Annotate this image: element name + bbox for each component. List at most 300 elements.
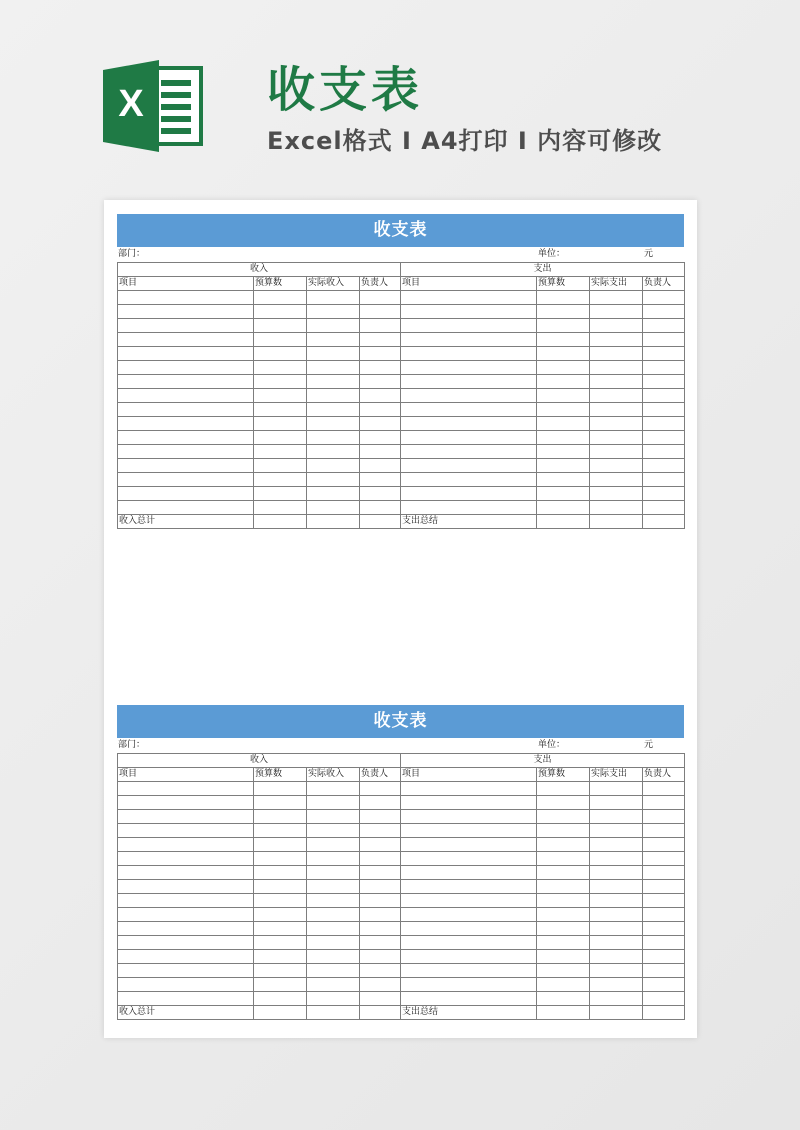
table-cell[interactable]	[590, 375, 643, 389]
table-cell[interactable]	[590, 922, 643, 936]
table-cell[interactable]	[590, 936, 643, 950]
income-total-cell[interactable]	[254, 515, 307, 529]
table-cell[interactable]	[537, 978, 590, 992]
table-cell[interactable]	[307, 838, 360, 852]
table-cell[interactable]	[643, 796, 685, 810]
table-cell[interactable]	[254, 417, 307, 431]
expense-column-header[interactable]: 项目	[401, 768, 537, 782]
table-cell[interactable]	[643, 978, 685, 992]
table-cell[interactable]	[360, 950, 401, 964]
table-cell[interactable]	[254, 473, 307, 487]
expense-column-header[interactable]: 项目	[401, 277, 537, 291]
table-row	[118, 922, 685, 936]
table-cell[interactable]	[254, 501, 307, 515]
income-column-header[interactable]: 项目	[118, 768, 254, 782]
table-cell[interactable]	[401, 487, 537, 501]
table-cell[interactable]	[307, 403, 360, 417]
table-cell[interactable]	[307, 445, 360, 459]
table-cell[interactable]	[643, 992, 685, 1006]
table-cell[interactable]	[360, 487, 401, 501]
table-cell[interactable]	[401, 431, 537, 445]
table-cell[interactable]	[401, 936, 537, 950]
table-cell[interactable]	[643, 782, 685, 796]
table-cell[interactable]	[537, 866, 590, 880]
table-cell[interactable]	[118, 375, 254, 389]
income-column-header[interactable]: 实际收入	[307, 768, 360, 782]
table-cell[interactable]	[360, 824, 401, 838]
table-cell[interactable]	[254, 866, 307, 880]
table-cell[interactable]	[643, 824, 685, 838]
table-cell[interactable]	[118, 866, 254, 880]
table-cell[interactable]	[537, 417, 590, 431]
table-cell[interactable]	[643, 431, 685, 445]
table-cell[interactable]	[254, 992, 307, 1006]
expense-total-cell[interactable]	[537, 515, 590, 529]
table-cell[interactable]	[401, 375, 537, 389]
table-cell[interactable]	[537, 908, 590, 922]
table-cell[interactable]	[401, 838, 537, 852]
table-cell[interactable]	[590, 389, 643, 403]
table-cell[interactable]	[254, 459, 307, 473]
table-cell[interactable]	[643, 361, 685, 375]
table-cell[interactable]	[401, 824, 537, 838]
table-cell[interactable]	[643, 473, 685, 487]
table-cell[interactable]	[590, 950, 643, 964]
income-column-header[interactable]: 预算数	[254, 768, 307, 782]
table-cell[interactable]	[401, 347, 537, 361]
table-cell[interactable]	[118, 459, 254, 473]
table-cell[interactable]	[537, 431, 590, 445]
table-cell[interactable]	[360, 459, 401, 473]
table-cell[interactable]	[590, 347, 643, 361]
table-cell[interactable]	[590, 782, 643, 796]
table-cell[interactable]	[401, 389, 537, 403]
table-cell[interactable]	[254, 361, 307, 375]
table-cell[interactable]	[254, 782, 307, 796]
table-cell[interactable]	[360, 291, 401, 305]
table-cell[interactable]	[360, 908, 401, 922]
table-cell[interactable]	[307, 922, 360, 936]
table-cell[interactable]	[360, 347, 401, 361]
table-cell[interactable]	[360, 964, 401, 978]
table-cell[interactable]	[254, 964, 307, 978]
table-cell[interactable]	[590, 501, 643, 515]
table-cell[interactable]	[118, 291, 254, 305]
table-cell[interactable]	[401, 445, 537, 459]
table-cell[interactable]	[118, 964, 254, 978]
table-cell[interactable]	[590, 796, 643, 810]
table-cell[interactable]	[643, 894, 685, 908]
table-cell[interactable]	[401, 291, 537, 305]
table-cell[interactable]	[590, 305, 643, 319]
table-cell[interactable]	[643, 908, 685, 922]
table-cell[interactable]	[643, 389, 685, 403]
table-cell[interactable]	[537, 347, 590, 361]
table-cell[interactable]	[590, 291, 643, 305]
table-cell[interactable]	[254, 922, 307, 936]
table-cell[interactable]	[401, 852, 537, 866]
table-cell[interactable]	[537, 782, 590, 796]
table-cell[interactable]	[307, 936, 360, 950]
table-cell[interactable]	[307, 810, 360, 824]
table-cell[interactable]	[307, 782, 360, 796]
table-cell[interactable]	[537, 473, 590, 487]
table-cell[interactable]	[360, 431, 401, 445]
table-cell[interactable]	[643, 445, 685, 459]
table-cell[interactable]	[590, 992, 643, 1006]
table-cell[interactable]	[254, 950, 307, 964]
table-cell[interactable]	[537, 375, 590, 389]
table-cell[interactable]	[537, 936, 590, 950]
table-cell[interactable]	[360, 417, 401, 431]
table-cell[interactable]	[537, 445, 590, 459]
table-cell[interactable]	[360, 992, 401, 1006]
unit-label: 单位：	[538, 740, 566, 750]
table-cell[interactable]	[590, 473, 643, 487]
table-cell[interactable]	[118, 473, 254, 487]
table-cell[interactable]	[537, 796, 590, 810]
table-cell[interactable]	[254, 978, 307, 992]
table-cell[interactable]	[254, 431, 307, 445]
income-section-header[interactable]: 收入	[118, 754, 401, 768]
table-cell[interactable]	[307, 305, 360, 319]
expense-total-cell[interactable]	[537, 1006, 590, 1020]
table-cell[interactable]	[360, 403, 401, 417]
table-cell[interactable]	[118, 487, 254, 501]
income-total-label[interactable]: 收入总计	[118, 515, 254, 529]
table-cell[interactable]	[401, 866, 537, 880]
table-cell[interactable]	[590, 824, 643, 838]
table-cell[interactable]	[590, 459, 643, 473]
table-cell[interactable]	[643, 403, 685, 417]
table-cell[interactable]	[401, 922, 537, 936]
table-cell[interactable]	[307, 361, 360, 375]
income-total-cell[interactable]	[307, 515, 360, 529]
table-cell[interactable]	[537, 305, 590, 319]
table-row	[118, 936, 685, 950]
expense-section-header[interactable]: 支出	[401, 754, 685, 768]
table-cell[interactable]	[643, 936, 685, 950]
table-cell[interactable]	[360, 782, 401, 796]
table-cell[interactable]	[537, 824, 590, 838]
table-cell[interactable]	[590, 417, 643, 431]
table-cell[interactable]	[118, 810, 254, 824]
table-cell[interactable]	[590, 487, 643, 501]
table-cell[interactable]	[254, 305, 307, 319]
table-cell[interactable]	[307, 992, 360, 1006]
table-cell[interactable]	[590, 852, 643, 866]
table-cell[interactable]	[307, 473, 360, 487]
expense-column-header[interactable]: 负责人	[643, 277, 685, 291]
table-cell[interactable]	[307, 319, 360, 333]
expense-total-cell[interactable]	[643, 1006, 685, 1020]
table-cell[interactable]	[643, 347, 685, 361]
table-cell[interactable]	[401, 459, 537, 473]
table-cell[interactable]	[401, 403, 537, 417]
table-cell[interactable]	[537, 922, 590, 936]
table-cell[interactable]	[401, 810, 537, 824]
table-row	[118, 894, 685, 908]
table-cell[interactable]	[537, 487, 590, 501]
table-cell[interactable]	[118, 333, 254, 347]
expense-total-cell[interactable]	[590, 1006, 643, 1020]
table-cell[interactable]	[401, 361, 537, 375]
table-cell[interactable]	[307, 964, 360, 978]
table-cell[interactable]	[643, 950, 685, 964]
table-cell[interactable]	[307, 880, 360, 894]
table-cell[interactable]	[401, 319, 537, 333]
table-cell[interactable]	[537, 403, 590, 417]
table-cell[interactable]	[643, 810, 685, 824]
table-cell[interactable]	[118, 501, 254, 515]
totals-row	[118, 1006, 685, 1020]
table-cell[interactable]	[254, 838, 307, 852]
table-cell[interactable]	[254, 824, 307, 838]
table-cell[interactable]	[590, 964, 643, 978]
table-cell[interactable]	[360, 922, 401, 936]
table-cell[interactable]	[360, 978, 401, 992]
table-cell[interactable]	[590, 810, 643, 824]
table-cell[interactable]	[254, 796, 307, 810]
table-cell[interactable]	[254, 389, 307, 403]
table-cell[interactable]	[590, 431, 643, 445]
table-cell[interactable]	[643, 922, 685, 936]
table-cell[interactable]	[118, 347, 254, 361]
table-cell[interactable]	[643, 852, 685, 866]
expense-column-header[interactable]: 实际支出	[590, 277, 643, 291]
table-cell[interactable]	[537, 992, 590, 1006]
table-cell[interactable]	[590, 908, 643, 922]
table-cell[interactable]	[537, 810, 590, 824]
expense-total-label[interactable]: 支出总结	[401, 515, 537, 529]
expense-total-cell[interactable]	[590, 515, 643, 529]
table-cell[interactable]	[643, 417, 685, 431]
expense-column-header[interactable]: 预算数	[537, 277, 590, 291]
table-cell[interactable]	[118, 838, 254, 852]
table-cell[interactable]	[118, 880, 254, 894]
table-cell[interactable]	[307, 852, 360, 866]
table-cell[interactable]	[307, 389, 360, 403]
table-cell[interactable]	[307, 417, 360, 431]
table-cell[interactable]	[537, 880, 590, 894]
table-cell[interactable]	[254, 333, 307, 347]
table-cell[interactable]	[401, 950, 537, 964]
table-cell[interactable]	[360, 319, 401, 333]
expense-total-cell[interactable]	[643, 515, 685, 529]
table-cell[interactable]	[360, 305, 401, 319]
income-column-header[interactable]: 实际收入	[307, 277, 360, 291]
table-cell[interactable]	[401, 894, 537, 908]
table-cell[interactable]	[254, 908, 307, 922]
table-cell[interactable]	[401, 501, 537, 515]
table-cell[interactable]	[401, 473, 537, 487]
table-cell[interactable]	[254, 319, 307, 333]
table-cell[interactable]	[118, 305, 254, 319]
table-cell[interactable]	[360, 361, 401, 375]
table-cell[interactable]	[401, 964, 537, 978]
table-cell[interactable]	[254, 810, 307, 824]
table-cell[interactable]	[643, 375, 685, 389]
table-cell[interactable]	[118, 403, 254, 417]
table-cell[interactable]	[401, 880, 537, 894]
expense-section-header[interactable]: 支出	[401, 263, 685, 277]
table-cell[interactable]	[307, 291, 360, 305]
table-cell[interactable]	[401, 978, 537, 992]
table-cell[interactable]	[307, 866, 360, 880]
table-cell[interactable]	[360, 389, 401, 403]
table-cell[interactable]	[643, 964, 685, 978]
table-cell[interactable]	[118, 796, 254, 810]
table-cell[interactable]	[118, 950, 254, 964]
table-cell[interactable]	[254, 347, 307, 361]
table-cell[interactable]	[401, 417, 537, 431]
table-cell[interactable]	[360, 445, 401, 459]
table-cell[interactable]	[254, 894, 307, 908]
table-cell[interactable]	[643, 501, 685, 515]
table-cell[interactable]	[118, 992, 254, 1006]
table-cell[interactable]	[537, 389, 590, 403]
table-cell[interactable]	[401, 796, 537, 810]
table-cell[interactable]	[118, 431, 254, 445]
sheet-title: 收支表	[117, 705, 684, 738]
table-cell[interactable]	[537, 361, 590, 375]
table-cell[interactable]	[360, 796, 401, 810]
table-cell[interactable]	[590, 445, 643, 459]
table-cell[interactable]	[307, 459, 360, 473]
table-cell[interactable]	[118, 936, 254, 950]
table-cell[interactable]	[643, 880, 685, 894]
table-cell[interactable]	[254, 375, 307, 389]
table-cell[interactable]	[401, 908, 537, 922]
table-cell[interactable]	[590, 333, 643, 347]
table-cell[interactable]	[360, 333, 401, 347]
table-cell[interactable]	[537, 852, 590, 866]
table-cell[interactable]	[118, 824, 254, 838]
table-cell[interactable]	[118, 389, 254, 403]
table-cell[interactable]	[537, 291, 590, 305]
table-cell[interactable]	[118, 445, 254, 459]
table-cell[interactable]	[254, 936, 307, 950]
table-cell[interactable]	[254, 487, 307, 501]
income-total-label[interactable]: 收入总计	[118, 1006, 254, 1020]
table-cell[interactable]	[118, 852, 254, 866]
table-cell[interactable]	[537, 501, 590, 515]
table-cell[interactable]	[360, 936, 401, 950]
table-cell[interactable]	[590, 866, 643, 880]
income-column-header[interactable]: 预算数	[254, 277, 307, 291]
table-cell[interactable]	[590, 403, 643, 417]
table-cell[interactable]	[307, 824, 360, 838]
table-cell[interactable]	[254, 403, 307, 417]
table-cell[interactable]	[643, 838, 685, 852]
income-column-header[interactable]: 负责人	[360, 768, 401, 782]
table-cell[interactable]	[118, 417, 254, 431]
table-cell[interactable]	[590, 361, 643, 375]
table-cell[interactable]	[254, 445, 307, 459]
expense-column-header[interactable]: 预算数	[537, 768, 590, 782]
table-cell[interactable]	[643, 459, 685, 473]
table-cell[interactable]	[254, 880, 307, 894]
income-section-header[interactable]: 收入	[118, 263, 401, 277]
table-cell[interactable]	[360, 810, 401, 824]
table-cell[interactable]	[537, 950, 590, 964]
income-total-cell[interactable]	[360, 515, 401, 529]
table-cell[interactable]	[360, 375, 401, 389]
table-cell[interactable]	[401, 992, 537, 1006]
table-cell[interactable]	[307, 908, 360, 922]
table-cell[interactable]	[643, 487, 685, 501]
sheet-title: 收支表	[117, 214, 684, 247]
table-cell[interactable]	[118, 908, 254, 922]
table-cell[interactable]	[307, 333, 360, 347]
table-cell[interactable]	[590, 319, 643, 333]
table-cell[interactable]	[401, 782, 537, 796]
table-cell[interactable]	[307, 501, 360, 515]
income-total-cell[interactable]	[360, 1006, 401, 1020]
table-cell[interactable]	[401, 333, 537, 347]
income-column-header[interactable]: 负责人	[360, 277, 401, 291]
table-cell[interactable]	[118, 319, 254, 333]
table-cell[interactable]	[537, 894, 590, 908]
table-cell[interactable]	[307, 347, 360, 361]
table-cell[interactable]	[360, 880, 401, 894]
income-column-header[interactable]: 项目	[118, 277, 254, 291]
expense-total-label[interactable]: 支出总结	[401, 1006, 537, 1020]
table-cell[interactable]	[118, 361, 254, 375]
table-cell[interactable]	[118, 922, 254, 936]
table-cell[interactable]	[307, 796, 360, 810]
table-cell[interactable]	[360, 501, 401, 515]
table-cell[interactable]	[307, 950, 360, 964]
income-total-cell[interactable]	[307, 1006, 360, 1020]
table-cell[interactable]	[307, 431, 360, 445]
table-cell[interactable]	[537, 964, 590, 978]
table-cell[interactable]	[590, 880, 643, 894]
table-cell[interactable]	[537, 838, 590, 852]
table-cell[interactable]	[537, 459, 590, 473]
expense-column-header[interactable]: 负责人	[643, 768, 685, 782]
table-cell[interactable]	[307, 487, 360, 501]
expense-column-header[interactable]: 实际支出	[590, 768, 643, 782]
table-cell[interactable]	[360, 852, 401, 866]
table-cell[interactable]	[307, 978, 360, 992]
table-cell[interactable]	[118, 782, 254, 796]
table-cell[interactable]	[643, 866, 685, 880]
table-cell[interactable]	[590, 838, 643, 852]
table-cell[interactable]	[643, 319, 685, 333]
table-cell[interactable]	[643, 305, 685, 319]
table-cell[interactable]	[537, 333, 590, 347]
income-total-cell[interactable]	[254, 1006, 307, 1020]
table-cell[interactable]	[590, 978, 643, 992]
table-cell[interactable]	[360, 866, 401, 880]
table-cell[interactable]	[307, 375, 360, 389]
table-cell[interactable]	[360, 473, 401, 487]
table-cell[interactable]	[537, 319, 590, 333]
table-cell[interactable]	[118, 978, 254, 992]
table-cell[interactable]	[643, 333, 685, 347]
table-cell[interactable]	[307, 894, 360, 908]
table-cell[interactable]	[360, 894, 401, 908]
table-cell[interactable]	[118, 894, 254, 908]
table-cell[interactable]	[643, 291, 685, 305]
table-cell[interactable]	[254, 852, 307, 866]
table-cell[interactable]	[590, 894, 643, 908]
table-cell[interactable]	[360, 838, 401, 852]
table-cell[interactable]	[401, 305, 537, 319]
table-cell[interactable]	[254, 291, 307, 305]
table-row	[118, 375, 685, 389]
